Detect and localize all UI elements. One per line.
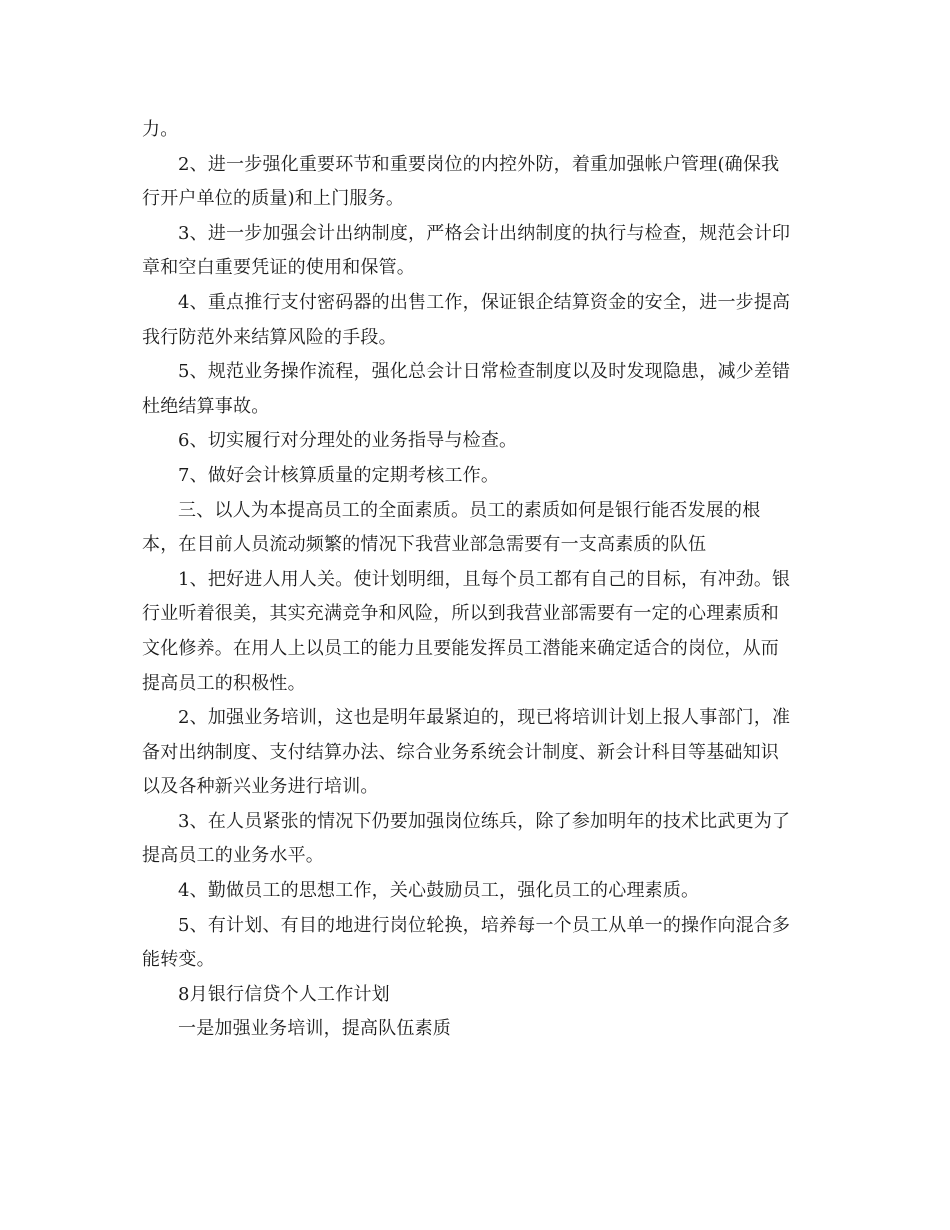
text-line: 备对出纳制度、支付结算办法、综合业务系统会计制度、新会计科目等基础知识 — [142, 741, 779, 763]
text-line: 4、重点推行支付密码器的出售工作，保证银企结算资金的安全，进一步提高 — [178, 291, 791, 313]
text-line: 行业听着很美，其实充满竞争和风险，所以到我营业部需要有一定的心理素质和 — [142, 603, 779, 625]
text-line: 一是加强业务培训，提高队伍素质 — [178, 1018, 451, 1040]
text-line: 我行防范外来结算风险的手段。 — [142, 326, 397, 348]
text-line: 5、规范业务操作流程，强化总会计日常检查制度以及时发现隐患，减少差错 — [178, 361, 791, 383]
text-line: 2、进一步强化重要环节和重要岗位的内控外防，着重加强帐户管理(确保我 — [178, 153, 780, 175]
text-line: 本，在目前人员流动频繁的情况下我营业部急需要有一支高素质的队伍 — [142, 534, 707, 556]
text-line: 3、在人员紧张的情况下仍要加强岗位练兵，除了参加明年的技术比武更为了 — [178, 810, 791, 832]
text-line: 行开户单位的质量)和上门服务。 — [142, 188, 405, 210]
text-line: 提高员工的业务水平。 — [142, 845, 324, 867]
text-line: 文化修养。在用人上以员工的能力且要能发挥员工潜能来确定适合的岗位，从而 — [142, 637, 779, 659]
text-line: 6、切实履行对分理处的业务指导与检查。 — [178, 430, 518, 452]
text-line: 8月银行信贷个人工作计划 — [178, 983, 390, 1005]
text-line: 2、加强业务培训，这也是明年最紧迫的，现已将培训计划上报人事部门，准 — [178, 707, 791, 729]
text-line: 以及各种新兴业务进行培训。 — [142, 776, 379, 798]
text-line: 5、有计划、有目的地进行岗位轮换，培养每一个员工从单一的操作向混合多 — [178, 914, 791, 936]
text-line: 章和空白重要凭证的使用和保管。 — [142, 257, 415, 279]
text-line: 4、勤做员工的思想工作，关心鼓励员工，强化员工的心理素质。 — [178, 880, 700, 902]
text-line: 提高员工的积极性。 — [142, 672, 306, 694]
text-line: 1、把好进人用人关。使计划明细，且每个员工都有自己的目标，有冲劲。银 — [178, 568, 791, 590]
text-line: 7、做好会计核算质量的定期考核工作。 — [178, 464, 500, 486]
document-body — [142, 113, 810, 1047]
text-line: 力。 — [142, 119, 179, 140]
text-line: 3、进一步加强会计出纳制度，严格会计出纳制度的执行与检查，规范会计印 — [178, 222, 791, 244]
text-line: 杜绝结算事故。 — [142, 395, 270, 417]
text-line: 能转变。 — [142, 949, 215, 971]
text-line: 三、以人为本提高员工的全面素质。员工的素质如何是银行能否发展的根 — [178, 499, 761, 521]
